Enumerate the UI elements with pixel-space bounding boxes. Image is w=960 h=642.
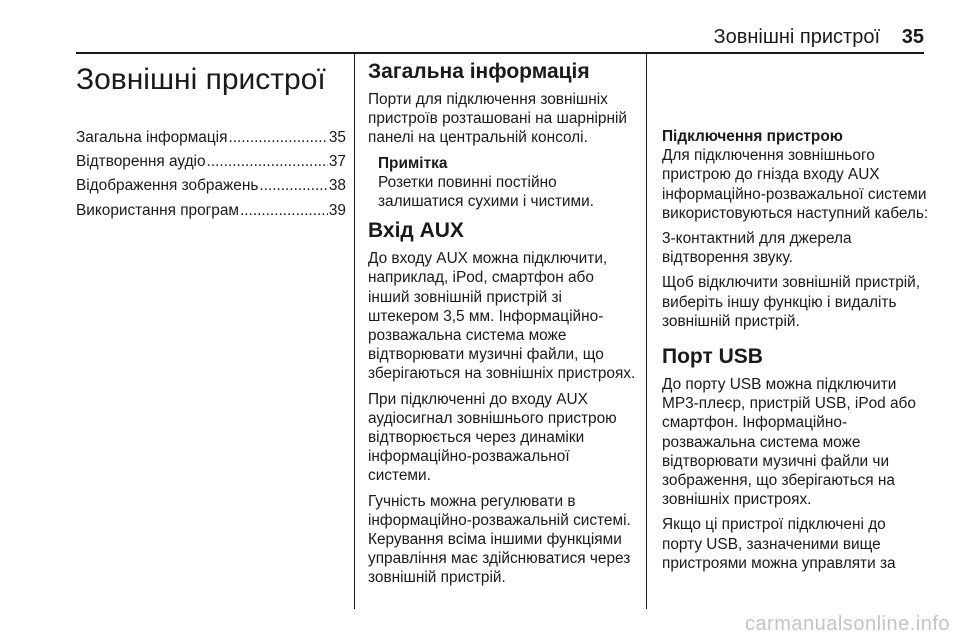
toc-leader bbox=[207, 152, 328, 171]
running-title: Зовнішні пристрої bbox=[713, 26, 880, 48]
column-3 bbox=[662, 53, 930, 579]
aux-paragraph-1: До входу AUX можна підключити, наприклад, iPod, смартфон або інший зовнішній пристрій зі штекером 3,5 мм. Інформаційно-розважальна система може відтворювати музичні файли, що зберігаються на зовнішніх пристроях. bbox=[368, 250, 636, 383]
toc-item-page: 38 bbox=[328, 177, 346, 195]
page-header bbox=[0, 0, 960, 56]
toc-item-label: Відтворення аудіо bbox=[76, 153, 206, 171]
general-intro: Порти для підключення зовнішніх пристроїв розташовані на шарнірній панелі на центральній консолі. bbox=[368, 91, 627, 147]
connect-paragraph-1: Для підключення зовнішнього пристрою до гнізда входу AUX інформаційно-розважальної системи використовуються наступний кабель: bbox=[662, 147, 929, 222]
toc-leader bbox=[240, 201, 328, 220]
section-title-connect: Підключення пристрою bbox=[662, 128, 843, 145]
connect-paragraph-2: 3-контактний для джерела відтворення звуку. bbox=[662, 230, 852, 267]
toc-item-page: 39 bbox=[328, 201, 346, 219]
table-of-contents bbox=[76, 128, 346, 220]
usb-paragraph-1: До порту USB можна підключити MP3-плеєр, пристрій USB, iPod або смартфон. Інформаційно-розважальна система може відтворювати музичні файли чи зображення, що зберігаються на зовнішніх пристроях. bbox=[662, 376, 916, 509]
note-text: Розетки повинні постійно залишатися сухими і чистими. bbox=[378, 173, 594, 211]
toc-leader bbox=[228, 128, 327, 147]
column-divider-2 bbox=[646, 53, 647, 609]
note-label: Примітка bbox=[378, 154, 448, 172]
toc-item-label: Використання програм bbox=[76, 201, 239, 219]
section-title-usb: Порт USB bbox=[662, 345, 763, 369]
column-1 bbox=[76, 60, 346, 225]
toc-item-label: Загальна інформація bbox=[76, 129, 228, 146]
toc-item[interactable] bbox=[76, 201, 346, 220]
column-2 bbox=[368, 60, 636, 594]
aux-paragraph-2: При підключенні до входу AUX аудіосигнал зовнішнього пристрою відтворюється через динаміки інформаційно-розважальної системи. bbox=[368, 390, 617, 485]
column-divider-1 bbox=[354, 53, 355, 609]
section-title-general: Загальна інформація bbox=[368, 60, 590, 83]
toc-item-label: Відображення зображень bbox=[76, 177, 259, 195]
toc-leader bbox=[259, 176, 328, 195]
chapter-title: Зовнішні пристрої bbox=[76, 63, 326, 96]
usb-paragraph-2: Якщо ці пристрої підключені до порту USB, зазначеними вище пристроями можна управляти за bbox=[662, 516, 896, 572]
toc-item[interactable] bbox=[76, 128, 346, 147]
toc-item-page: 35 bbox=[328, 129, 346, 146]
toc-item-page: 37 bbox=[328, 153, 346, 171]
section-title-aux: Вхід AUX bbox=[368, 219, 464, 243]
aux-paragraph-3: Гучність можна регулювати в інформаційно-розважальній системі. Керування всіма іншими функціями управління має здійснюватися через зовнішній пристрій. bbox=[368, 492, 631, 587]
watermark-text: carmanualsonline.info bbox=[744, 613, 950, 635]
note-box bbox=[378, 154, 636, 212]
page-number: 35 bbox=[901, 26, 924, 48]
connect-paragraph-3: Щоб відключити зовнішній пристрій, виберіть іншу функцію і видаліть зовнішній пристрій. bbox=[662, 274, 921, 330]
toc-item[interactable] bbox=[76, 152, 346, 171]
toc-item[interactable] bbox=[76, 176, 346, 195]
